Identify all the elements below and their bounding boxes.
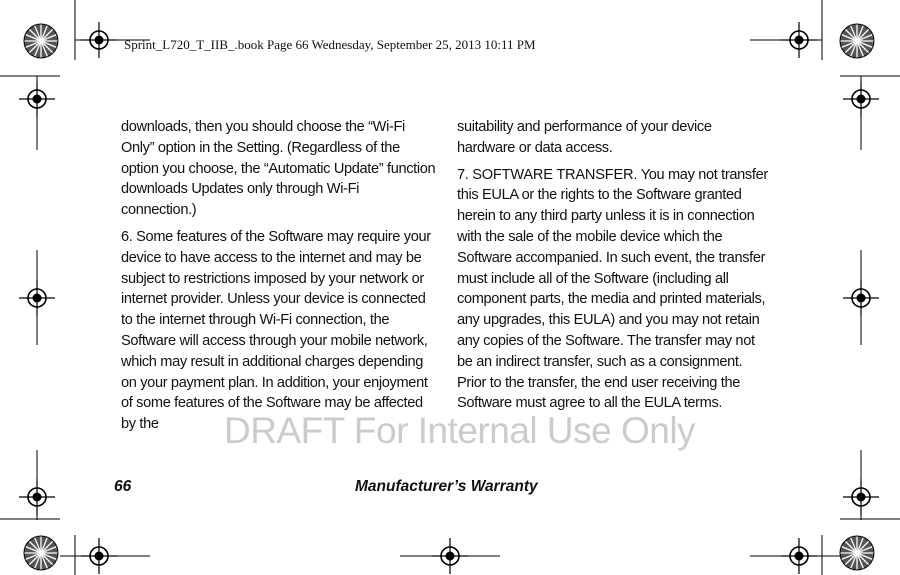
corner-starburst-bottom-left (24, 536, 58, 570)
section-heading: SOFTWARE TRANSFER. (472, 166, 638, 183)
left-paragraph-2: 6. Some features of the Software may require your device to have access to the internet and may be subject to restrictions imposed by your network or internet provider. Unless your device is connected to the internet through Wi-Fi connection, the Software will access through your mobile network, which may result in additional charges depending on your payment plan. In addition, your enjoyment of some features of the Software may be affected by the (121, 228, 431, 433)
corner-starburst-bottom-right (840, 536, 874, 570)
print-slug: Sprint_L720_T_IIB_.book Page 66 Wednesday, September 25, 2013 10:11 PM (124, 37, 536, 52)
section-body: You may not transfer this EULA or the rights to the Software granted herein to any third party unless it is in connection with the sale of the mobile device which the Software accompanied. In such event, the transfer must include all of the Software (including all component parts, the media and printed materials, any upgrades, this EULA) and you may not retain any copies of the Software. The transfer may not be an indirect transfer, such as a consignment. Prior to the transfer, the end user receiving the Software must agree to all the EULA terms. (457, 166, 768, 412)
corner-starburst-top-right (840, 24, 874, 58)
corner-starburst-top-left (24, 24, 58, 58)
page-number: 66 (114, 478, 132, 495)
right-paragraph-1: suitability and performance of your device hardware or data access. (457, 119, 712, 156)
left-paragraph-1: downloads, then you should choose the “Wi-Fi Only” option in the Setting. (Regardless of the option you choose, the “Automatic Update” function downloads Updates only through Wi-Fi connection.) (121, 119, 436, 219)
draft-watermark: DRAFT For Internal Use Only (224, 410, 696, 451)
section-7 (457, 165, 771, 415)
section-number: 7. (457, 166, 469, 183)
right-column (457, 117, 771, 420)
footer-section-title: Manufacturer’s Warranty (355, 478, 538, 495)
left-column (121, 117, 437, 441)
